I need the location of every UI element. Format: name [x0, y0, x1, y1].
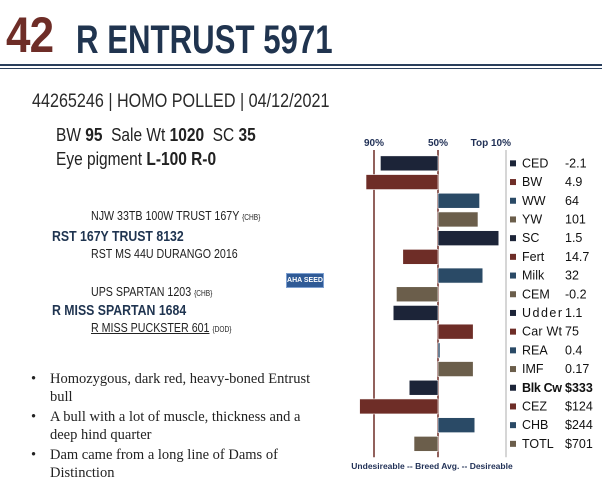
bw-label: BW — [56, 125, 81, 145]
bar-udder — [393, 305, 438, 320]
trait-label: Fert — [522, 249, 545, 264]
legend-swatch — [510, 422, 516, 428]
bar-rea — [438, 343, 440, 358]
header-rule — [0, 64, 602, 66]
trait-label: CHB — [522, 418, 549, 433]
trait-label: BW — [522, 175, 543, 190]
legend-swatch — [510, 385, 516, 391]
trait-value: $333 — [565, 380, 593, 395]
trait-label: YW — [522, 212, 543, 227]
trait-label: REA — [522, 343, 548, 358]
bull-description — [28, 370, 328, 484]
list-item-text: A bull with a lot of muscle, thickness and a deep hind quarter — [50, 409, 301, 443]
bar-car-wt — [438, 324, 473, 339]
pedigree-sire: RST 167Y TRUST 8132 — [52, 228, 184, 245]
legend-swatch — [510, 310, 516, 316]
trait-value: 0.4 — [565, 343, 583, 358]
trait-value: 0.17 — [565, 362, 590, 377]
top-tick-label: 90% — [363, 138, 385, 149]
pedigree-tag: {CHB} — [194, 289, 213, 298]
header-rule-thin — [0, 68, 602, 69]
aha-seed-badge: AHA SEED — [286, 273, 324, 288]
trait-label: CEM — [522, 287, 550, 302]
pedigree-name: R MISS PUCKSTER 601 — [91, 320, 210, 335]
legend-swatch — [510, 347, 516, 353]
epd-percentile-chart — [340, 128, 598, 473]
legend-swatch — [510, 160, 516, 166]
bw-value: 95 — [85, 125, 103, 145]
bar-bw — [366, 175, 438, 190]
pedigree-dam: R MISS SPARTAN 1684 — [52, 302, 187, 319]
bar-yw — [438, 212, 478, 227]
list-item: • A bull with a lot of muscle, thickness and a deep hind quarter — [31, 409, 301, 443]
trait-label: IMF — [522, 362, 544, 377]
bar-milk — [438, 268, 483, 283]
registration-line: 44265246 | HOMO POLLED | 04/12/2021 — [32, 91, 330, 112]
trait-value: $124 — [565, 399, 593, 414]
trait-label: Milk — [522, 268, 545, 283]
sale-weight-label: Sale Wt — [111, 125, 166, 145]
pedigree-name: NJW 33TB 100W TRUST 167Y — [91, 208, 240, 223]
legend-swatch — [510, 291, 516, 297]
legend-swatch — [510, 198, 516, 204]
trait-value: 4.9 — [565, 175, 583, 190]
bottom-axis-label: Undesireable -- Breed Avg. -- Desireable — [351, 461, 513, 472]
trait-value: -0.2 — [565, 287, 587, 302]
sale-weight-value: 1020 — [169, 125, 205, 145]
eye-pigment-label: Eye pigment — [56, 149, 143, 169]
list-item-text: Dam came from a long line of Dams of Distinction — [50, 447, 278, 481]
legend-swatch — [510, 216, 516, 222]
pedigree-dam-sire — [91, 284, 212, 299]
list-item: • Dam came from a long line of Dams of Distinction — [31, 447, 278, 481]
top-tick-label: Top 10% — [470, 138, 511, 149]
legend-swatch — [510, 179, 516, 185]
bar-cem — [396, 287, 438, 302]
eye-pigment-value: L-100 R-0 — [146, 149, 217, 169]
trait-value: 1.5 — [565, 231, 583, 246]
weight-stats — [56, 125, 256, 146]
top-tick-label: 50% — [427, 138, 449, 149]
trait-value: 75 — [565, 324, 579, 339]
legend-swatch — [510, 273, 516, 279]
bar-chb — [438, 418, 475, 433]
trait-label: WW — [522, 193, 546, 208]
trait-label: CED — [522, 156, 549, 171]
bull-name: R ENTRUST 5971 — [76, 18, 333, 62]
pedigree-tag: {CHB} — [242, 213, 261, 222]
trait-value: $701 — [565, 436, 593, 451]
bar-fert — [403, 249, 438, 264]
trait-value: 14.7 — [565, 249, 590, 264]
legend-swatch — [510, 441, 516, 447]
pedigree-dam-dam — [91, 320, 231, 335]
lot-number: 42 — [6, 7, 54, 63]
bar-imf — [438, 362, 473, 377]
list-item-text: Homozygous, dark red, heavy-boned Entrust bull — [50, 371, 311, 405]
trait-label: Car Wt — [522, 324, 562, 339]
legend-swatch — [510, 254, 516, 260]
list-item: • Homozygous, dark red, heavy-boned Entrust bull — [31, 371, 311, 405]
trait-value: $244 — [565, 418, 593, 433]
legend-swatch — [510, 329, 516, 335]
bar-cez — [360, 399, 438, 414]
pedigree-name: UPS SPARTAN 1203 — [91, 284, 192, 299]
trait-label: CEZ — [522, 399, 547, 414]
trait-label: TOTL — [522, 436, 554, 451]
trait-value: 1.1 — [565, 305, 583, 320]
trait-value: 32 — [565, 268, 579, 283]
trait-label: SC — [522, 231, 540, 246]
pedigree-tag: {DOD} — [212, 325, 232, 334]
bar-totl — [414, 436, 438, 451]
legend-swatch — [510, 235, 516, 241]
trait-value: 101 — [565, 212, 586, 227]
trait-label: Blk Cw — [522, 380, 562, 395]
trait-value: -2.1 — [565, 156, 587, 171]
pedigree-sire-sire — [91, 208, 260, 223]
bar-ww — [438, 193, 480, 208]
trait-value: 64 — [565, 193, 579, 208]
legend-swatch — [510, 366, 516, 372]
sc-value: 35 — [238, 125, 256, 145]
sc-label: SC — [212, 125, 235, 145]
pedigree-sire-dam: RST MS 44U DURANGO 2016 — [91, 246, 238, 261]
bar-blk-cw — [409, 380, 438, 395]
eye-pigment — [56, 149, 216, 170]
legend-swatch — [510, 403, 516, 409]
trait-label: Udder — [522, 305, 562, 320]
bar-sc — [438, 231, 499, 246]
bar-ced — [380, 156, 438, 171]
